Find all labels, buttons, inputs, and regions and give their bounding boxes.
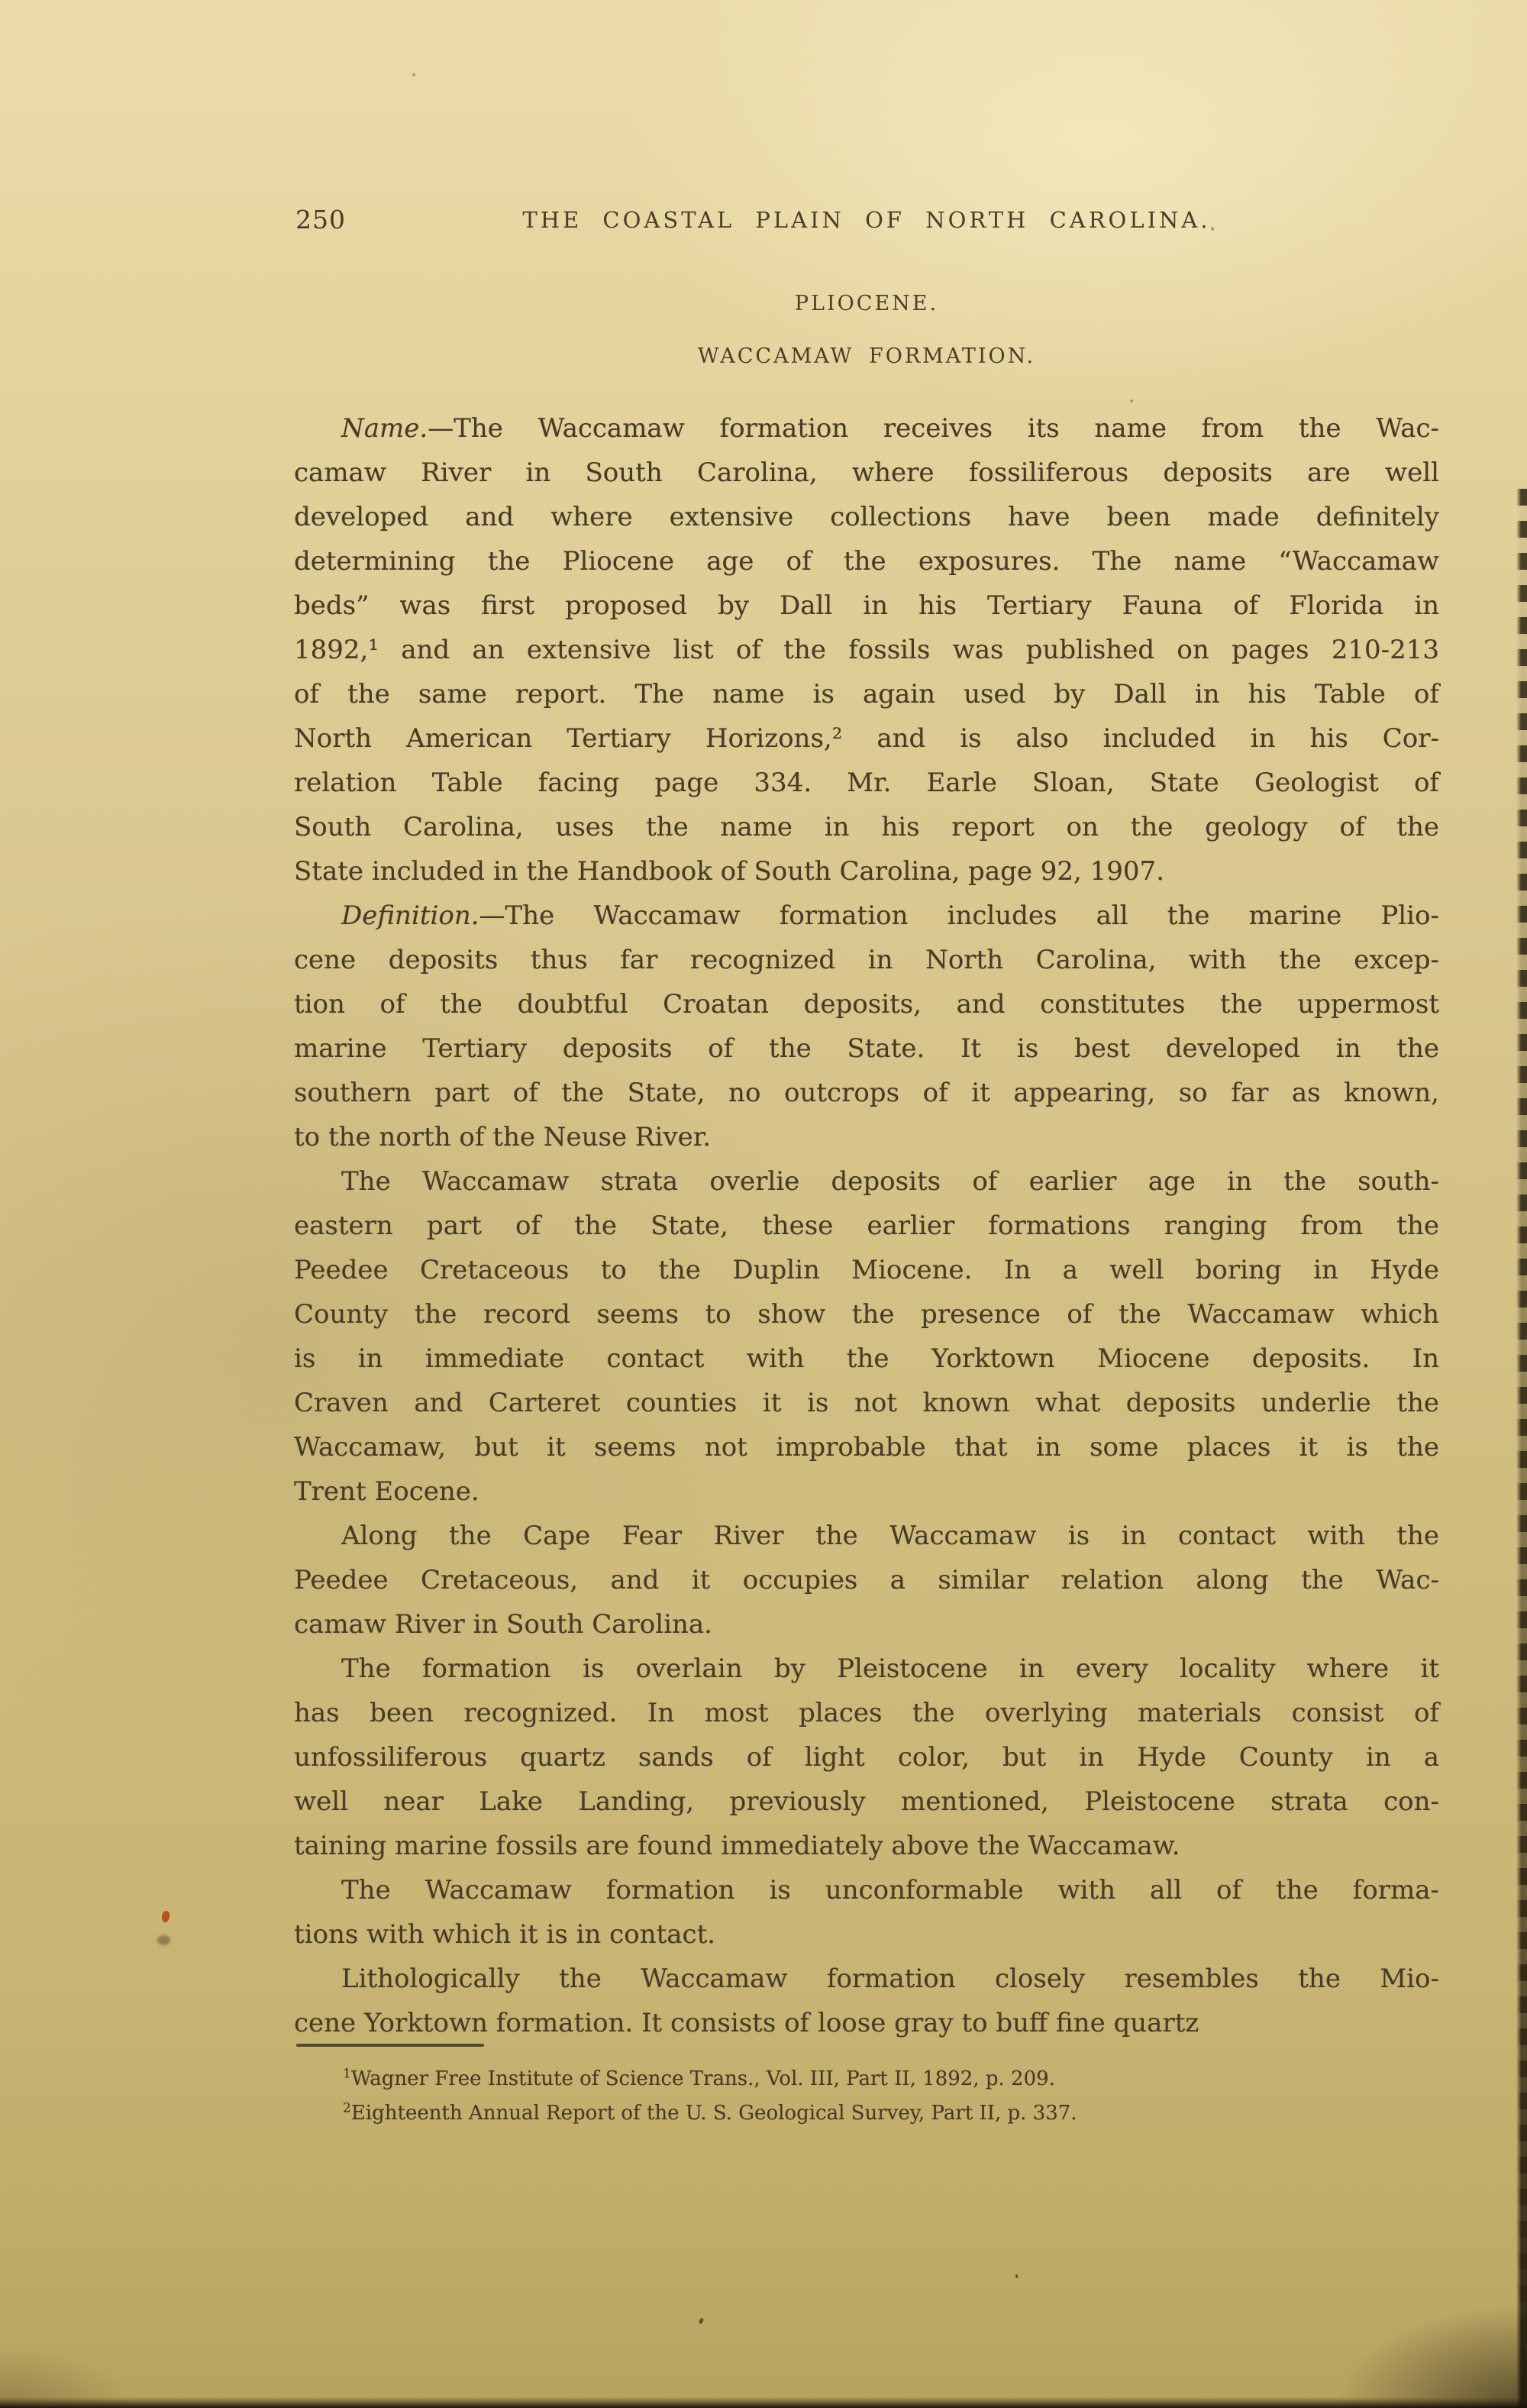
paragraph (294, 406, 1439, 894)
body-text (294, 406, 1439, 2045)
text-line: has been recognized. In most places the overlying materials consist of (294, 1698, 1439, 1728)
paragraph-lead-italic: Name. (341, 413, 428, 444)
text-line: relation Table facing page 334. Mr. Earle Sloan, State Geologist of (294, 768, 1439, 798)
paragraph (294, 1868, 1439, 1957)
text-line: unfossiliferous quartz sands of light color, but in Hyde County in a (294, 1742, 1439, 1773)
scan-edge-bottom-artifact (0, 2397, 1527, 2408)
running-header: THE COASTAL PLAIN OF NORTH CAROLINA. (522, 207, 1211, 233)
text-line: taining marine fossils are found immediately above the Waccamaw. (294, 1831, 1180, 1861)
text-line: camaw River in South Carolina, where fossiliferous deposits are well (294, 457, 1439, 488)
text-line: The formation is overlain by Pleistocene in every locality where it (341, 1653, 1439, 1684)
text-line: well near Lake Landing, previously mentioned, Pleistocene strata con- (294, 1786, 1439, 1817)
section-heading-waccamaw-formation: WACCAMAW FORMATION. (697, 344, 1036, 368)
text-line: Along the Cape Fear River the Waccamaw is in contact with the (341, 1521, 1439, 1551)
text-line: North American Tertiary Horizons,² and is also included in his Cor- (294, 723, 1439, 754)
paragraph (294, 894, 1439, 1159)
text-line: eastern part of the State, these earlier formations ranging from the (294, 1210, 1439, 1241)
footnote-2 (294, 2096, 1439, 2131)
section-heading-pliocene: PLIOCENE. (794, 292, 939, 315)
text-line: Peedee Cretaceous, and it occupies a similar relation along the Wac- (294, 1565, 1439, 1595)
text-line: Definition.—The Waccamaw formation includes all the marine Plio- (341, 900, 1439, 931)
scan-corner-shadow-bottom-right (1328, 2301, 1527, 2408)
text-line: Peedee Cretaceous to the Duplin Miocene. In a well boring in Hyde (294, 1255, 1439, 1285)
page-header (294, 205, 1439, 235)
red-ink-spot (160, 1910, 170, 1923)
text-line: 1892,¹ and an extensive list of the fossils was published on pages 210-213 (294, 635, 1439, 665)
footnote-1-marker: 1 (343, 2066, 351, 2082)
text-line: to the north of the Neuse River. (294, 1122, 712, 1152)
text-line: South Carolina, uses the name in his report on the geology of the (294, 812, 1439, 842)
footnote-divider (296, 2044, 484, 2047)
paragraph (294, 1957, 1439, 2045)
text-line: beds” was first proposed by Dall in his Tertiary Fauna of Florida in (294, 590, 1439, 621)
text-line: camaw River in South Carolina. (294, 1609, 712, 1640)
text-line: cene Yorktown formation. It consists of loose gray to buff fine quartz (294, 2008, 1199, 2038)
footnotes (294, 2062, 1439, 2131)
paper-speck (1015, 2274, 1018, 2278)
text-line: Craven and Carteret counties it is not known what deposits underlie the (294, 1388, 1439, 1418)
page-number: 250 (295, 205, 346, 234)
paragraph (294, 1514, 1439, 1647)
footnote-2-text: Eighteenth Annual Report of the U. S. Geological Survey, Part II, p. 337. (350, 2102, 1077, 2125)
footnote-1-text: Wagner Free Institute of Science Trans., Vol. III, Part II, 1892, p. 209. (350, 2067, 1055, 2090)
text-line: southern part of the State, no outcrops of it appearing, so far as known, (294, 1078, 1439, 1108)
paragraph (294, 1647, 1439, 1868)
footnote-1 (294, 2062, 1439, 2096)
text-line: cene deposits thus far recognized in North Carolina, with the excep- (294, 945, 1439, 975)
text-line: determining the Pliocene age of the exposures. The name “Waccamaw (294, 546, 1439, 577)
text-line: Trent Eocene. (294, 1476, 479, 1507)
text-line: developed and where extensive collections have been made definitely (294, 502, 1439, 532)
paper-speck (1130, 399, 1133, 402)
text-line: Lithologically the Waccamaw formation closely resembles the Mio- (341, 1964, 1439, 1994)
text-line: tions with which it is in contact. (294, 1919, 716, 1950)
text-line: is in immediate contact with the Yorktown Miocene deposits. In (294, 1343, 1439, 1374)
text-line: tion of the doubtful Croatan deposits, and constitutes the uppermost (294, 989, 1439, 1020)
smudge-mark (157, 1935, 170, 1945)
text-line: Name.—The Waccamaw formation receives its name from the Wac- (341, 413, 1439, 444)
text-line: Waccamaw, but it seems not improbable that in some places it is the (294, 1432, 1439, 1463)
text-line: marine Tertiary deposits of the State. It is best developed in the (294, 1033, 1439, 1064)
paragraph-lead-italic: Definition. (341, 900, 479, 931)
text-line: County the record seems to show the presence of the Waccamaw which (294, 1299, 1439, 1330)
footnote-2-marker: 2 (343, 2100, 351, 2116)
text-line: of the same report. The name is again used by Dall in his Table of (294, 679, 1439, 709)
text-line: The Waccamaw formation is unconformable with all of the forma- (341, 1875, 1439, 1905)
paragraph (294, 1159, 1439, 1514)
paper-speck (1211, 227, 1214, 231)
text-line: The Waccamaw strata overlie deposits of earlier age in the south- (341, 1166, 1439, 1197)
scan-edge-right-artifact (1516, 489, 1527, 2408)
paper-speck (412, 73, 415, 76)
text-line: State included in the Handbook of South Carolina, page 92, 1907. (294, 856, 1164, 887)
paper-speck (699, 2317, 705, 2324)
